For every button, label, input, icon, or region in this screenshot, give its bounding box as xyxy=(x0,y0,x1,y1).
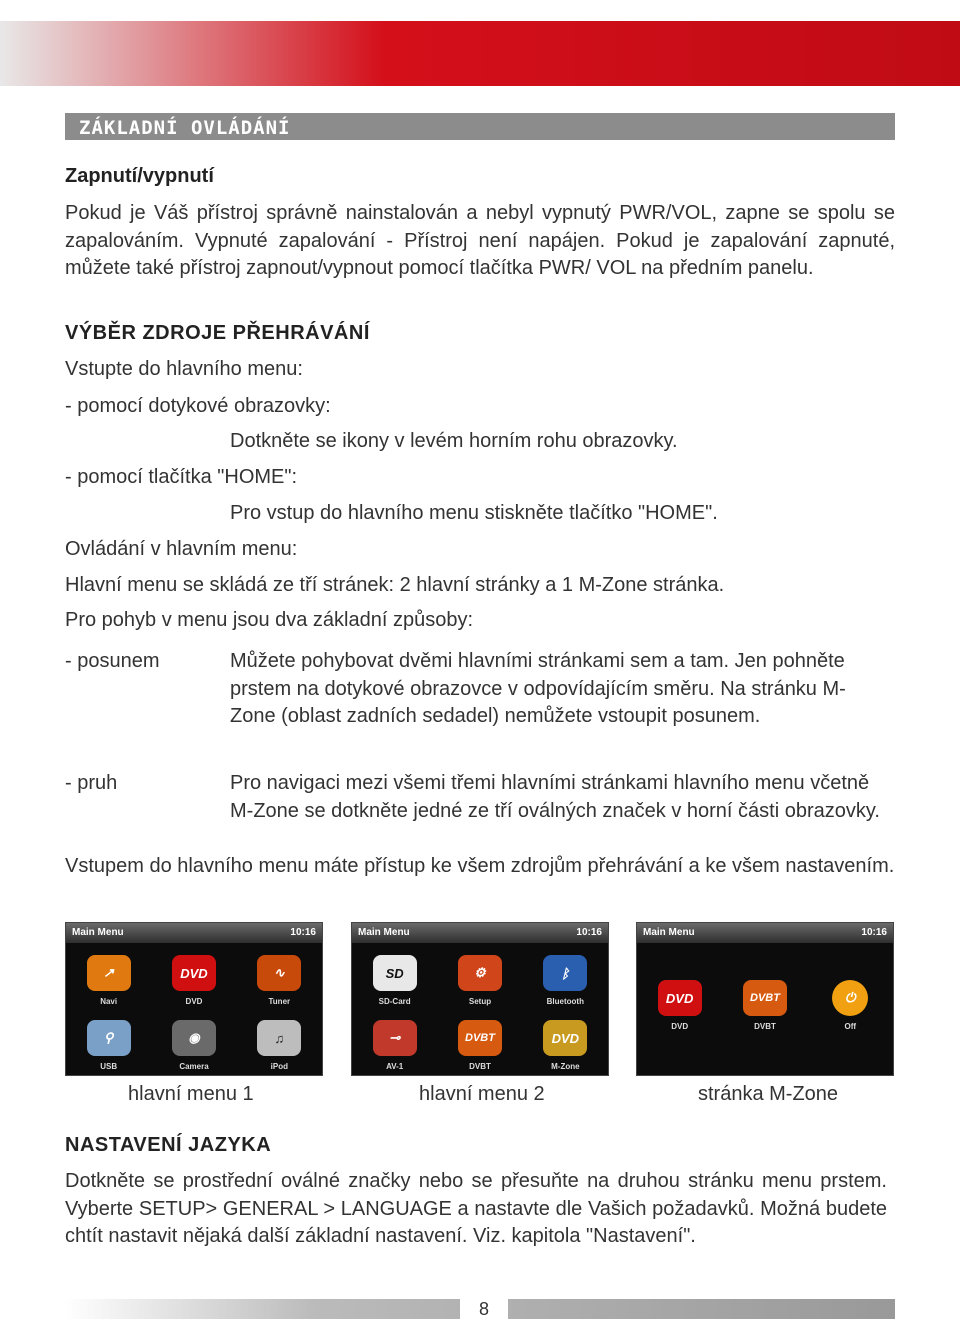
menu-item-off[interactable] xyxy=(808,953,893,1035)
swipe-text: Můžete pohybovat dvěmi hlavními stránkami sem a tam. Jen pohněte prstem na dotykové obrazovce v odpovídajícím směru. Na stránku M-Zone (oblast zadních sedadel) nemůžete vstoupit posunem. xyxy=(230,650,846,727)
menu-item-dvbt[interactable] xyxy=(437,1010,522,1075)
menu-item-dvd[interactable] xyxy=(151,945,236,1010)
bar-text: Pro navigaci mezi všemi třemi hlavními stránkami hlavního menu včetně M-Zone se dotkněte jedné ze tří oválných značek v horní části obrazovky. xyxy=(230,772,880,822)
touch-text: Dotkněte se ikony v levém horním rohu obrazovky. xyxy=(230,430,678,452)
dvbt-icon: DVBT xyxy=(458,1020,502,1056)
menu-item-label: Tuner xyxy=(268,997,291,1006)
m-zone-screenshot xyxy=(636,922,894,1076)
screen-time: 10:16 xyxy=(576,927,602,938)
section-title: ZÁKLADNÍ OVLÁDÁNÍ xyxy=(79,117,291,139)
menu-item-usb[interactable] xyxy=(66,1010,151,1075)
main-menu-2-screenshot xyxy=(351,922,609,1076)
menu-item-label: SD-Card xyxy=(378,997,411,1006)
enter-menu-text: Vstupte do hlavního menu: xyxy=(65,358,303,380)
screen-title: Main Menu xyxy=(72,927,124,938)
menu-item-label: Off xyxy=(844,1022,857,1031)
section-title-bar xyxy=(65,113,895,140)
swipe-label: - posunem xyxy=(65,650,160,672)
menu-item-sd-card[interactable] xyxy=(352,945,437,1010)
bluetooth-icon: ᛒ xyxy=(543,955,587,991)
menu-item-label: DVBT xyxy=(469,1062,491,1071)
screen-time: 10:16 xyxy=(861,927,887,938)
menu-item-tuner[interactable] xyxy=(237,945,322,1010)
screen-title: Main Menu xyxy=(643,927,695,938)
pages-text: Hlavní menu se skládá ze tří stránek: 2 hlavní stránky a 1 M-Zone stránka. xyxy=(65,574,725,596)
dvbt-icon: DVBT xyxy=(743,980,787,1016)
menu-item-bluetooth[interactable] xyxy=(523,945,608,1010)
menu-item-label: DVD xyxy=(671,1022,689,1031)
menu-item-camera[interactable] xyxy=(151,1010,236,1075)
language-text: Dotkněte se prostřední oválné značky nebo se přesuňte na druhou stránku menu prstem. Vyberte SETUP> GENERAL > LANGUAGE a nastavte dle Vašich požadavků. Možná budete chtít nastavit nějaká další základní nastavení. Viz. kapitola "Nastavení". xyxy=(65,1170,887,1247)
bar-label: - pruh xyxy=(65,772,118,794)
power-text: Pokud je Váš přístroj správně nainstalován a nebyl vypnutý PWR/VOL, zapne se spolu se zapalováním. Vypnuté zapalování - Přístroj není napájen. Pokud je zapalování zapnuté, můžete také přístroj zapnout/vypnout pomocí tlačítka PWR/ VOL na předním panelu. xyxy=(65,202,895,279)
access-text: Vstupem do hlavního menu máte přístup ke všem zdrojům přehrávání a ke všem nastavením. xyxy=(65,855,895,877)
menu-item-label: iPod xyxy=(270,1062,288,1071)
menu-item-navi[interactable] xyxy=(66,945,151,1010)
page-number: 8 xyxy=(460,1297,508,1321)
control-text: Ovládání v hlavním menu: xyxy=(65,538,298,560)
menu-item-ipod[interactable] xyxy=(237,1010,322,1075)
ipod-icon: ♫ xyxy=(257,1020,301,1056)
menu-item-label: AV-1 xyxy=(386,1062,404,1071)
caption-main-menu-1: hlavní menu 1 xyxy=(128,1083,254,1105)
caption-m-zone: stránka M-Zone xyxy=(698,1083,839,1105)
menu-item-label: Bluetooth xyxy=(546,997,584,1006)
ways-text: Pro pohyb v menu jsou dva základní způsoby: xyxy=(65,609,474,631)
menu-item-label: Camera xyxy=(179,1062,209,1071)
sd-card-icon: SD xyxy=(373,955,417,991)
power-icon: ⏻ xyxy=(832,980,868,1016)
screen-time: 10:16 xyxy=(290,927,316,938)
camera-icon: ◉ xyxy=(172,1020,216,1056)
usb-icon: ⚲ xyxy=(87,1020,131,1056)
menu-item-setup[interactable] xyxy=(437,945,522,1010)
m-zone-icon: DVD xyxy=(543,1020,587,1056)
setup-icon: ⚙ xyxy=(458,955,502,991)
screen-title: Main Menu xyxy=(358,927,410,938)
av-input-icon: ⊸ xyxy=(373,1020,417,1056)
home-text: Pro vstup do hlavního menu stiskněte tlačítko "HOME". xyxy=(230,502,718,524)
header-banner xyxy=(0,21,960,86)
menu-item-label: DVD xyxy=(185,997,203,1006)
tuner-icon: ∿ xyxy=(257,955,301,991)
menu-item-label: DVBT xyxy=(754,1022,776,1031)
menu-item-dvbt[interactable] xyxy=(722,953,807,1035)
menu-item-label: Setup xyxy=(468,997,492,1006)
menu-item-m-zone[interactable] xyxy=(523,1010,608,1075)
caption-main-menu-2: hlavní menu 2 xyxy=(419,1083,545,1105)
menu-item-label: Navi xyxy=(100,997,118,1006)
main-menu-1-screenshot xyxy=(65,922,323,1076)
touch-label: - pomocí dotykové obrazovky: xyxy=(65,395,331,417)
power-heading: Zapnutí/vypnutí xyxy=(65,165,214,187)
language-heading: NASTAVENÍ JAZYKA xyxy=(65,1134,272,1156)
menu-item-label: USB xyxy=(100,1062,118,1071)
menu-item-av-1[interactable] xyxy=(352,1010,437,1075)
navi-icon: ↗ xyxy=(87,955,131,991)
source-heading: VÝBĚR ZDROJE PŘEHRÁVÁNÍ xyxy=(65,322,370,344)
menu-item-label: M-Zone xyxy=(551,1062,580,1071)
dvd-icon: DVD xyxy=(172,955,216,991)
dvd-icon: DVD xyxy=(658,980,702,1016)
menu-item-dvd[interactable] xyxy=(637,953,722,1035)
home-label: - pomocí tlačítka "HOME": xyxy=(65,466,298,488)
